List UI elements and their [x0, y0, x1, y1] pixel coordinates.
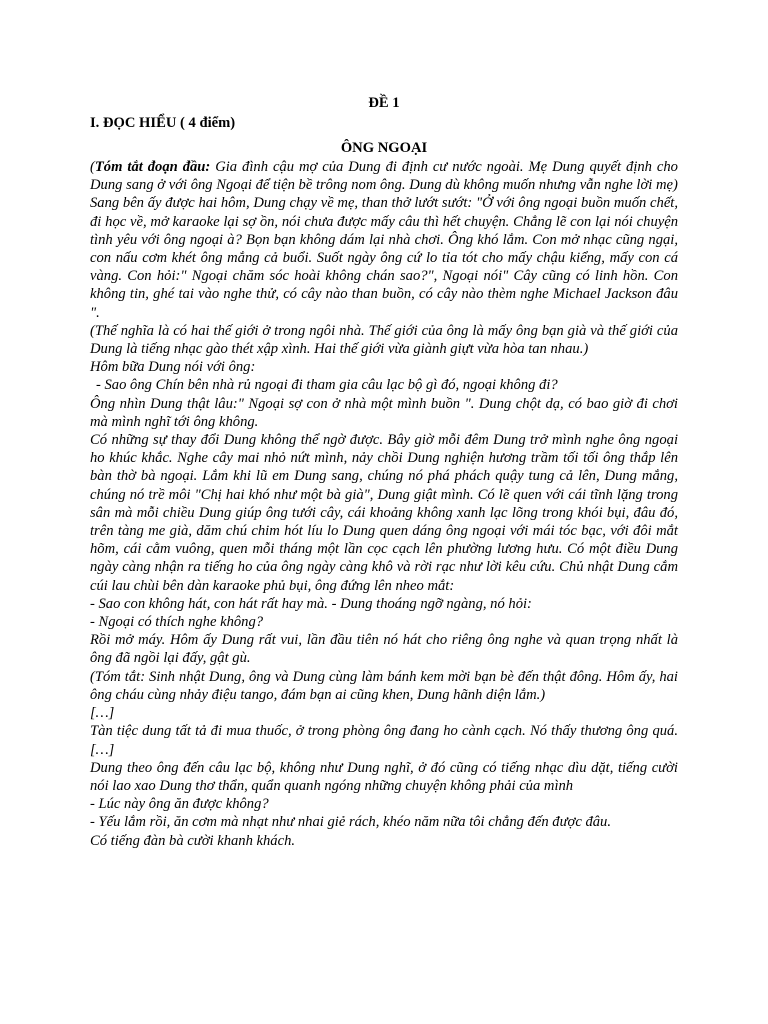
paragraph-10: (Tóm tắt: Sinh nhật Dung, ông và Dung cùng làm bánh kem mời bạn bè đến thật đông. Hôm ấy, hai ông cháu cùng nhảy điệu tango, đám bạn ai cũng khen, Dung hãnh diện lắm.)	[90, 668, 678, 703]
paragraph-16: Có tiếng đàn bà cười khanh khách.	[90, 832, 296, 849]
paragraph-3: Hôm bữa Dung nói với ông:	[90, 359, 256, 376]
document-page	[90, 93, 678, 850]
paragraph-13: Dung theo ông đến câu lạc bộ, không như Dung nghĩ, ở đó cũng có tiếng nhạc dìu dặt, tiếng cười nói lao xao Dung thơ thẩn, quẩn quanh ngóng những chuyện không phải của mình	[90, 759, 678, 794]
story-title: ÔNG NGOẠI	[340, 140, 428, 156]
paragraph-7: - Sao con không hát, con hát rất hay mà. - Dung thoáng ngỡ ngàng, nó hỏi:	[90, 595, 532, 612]
paragraph-2: (Thế nghĩa là có hai thế giới ở trong ngôi nhà. Thế giới của ông là mấy ông bạn già và thế giới của Dung là tiếng nhạc gào thét xập xình. Hai thế giới vừa giành giựt vừa hòa tan nhau.)	[90, 322, 678, 358]
paragraph-12: Tàn tiệc dung tất tả đi mua thuốc, ở trong phòng ông đang ho cành cạch. Nó thấy thương ông quá. […]	[90, 723, 678, 758]
paragraph-4: - Sao ông Chín bên nhà rủ ngoại đi tham gia câu lạc bộ gì đó, ngoại không đi?	[96, 377, 558, 394]
paragraph-9: Rồi mở máy. Hôm ấy Dung rất vui, lần đầu tiên nó hát cho riêng ông nghe và quan trọng nhất là ông đã ngồi lại đấy, gật gù.	[90, 632, 678, 667]
section-title: I. ĐỌC HIỂU ( 4 điểm)	[90, 115, 236, 131]
intro-text: Gia đình cậu mợ của Dung đi định cư nước ngoài. Mẹ Dung quyết định cho Dung sang ở với ông Ngoại để tiện bề trông nom ông. Dung dù không muốn nhưng vẫn nghe lời mẹ)	[90, 159, 678, 194]
intro-label: Tóm tắt đoạn đầu:	[94, 159, 211, 175]
paragraph-15: - Yếu lắm rồi, ăn cơm mà nhạt như nhai giẻ rách, khéo năm nữa tôi chẳng đến được đâu.	[90, 814, 611, 831]
paragraph-6: Có những sự thay đổi Dung không thể ngờ được. Bây giờ mỗi đêm Dung trở mình nghe ông ngoại ho khúc khắc. Nghe cây mai nhỏ nứt mình, nảy chồi Dung nghiện hương trầm tối tối ông thắp lên bàn thờ bà ngoại. Lắm khi lũ em Dung sang, chúng nó phá phách quậy tung cả lên, Dung mắng, chúng nó trề môi "Chị hai khó như một bà già", Dung giật mình. Có lẽ quen với cái tĩnh lặng trong sân mà mỗi chiều Dung giúp ông tưới cây, cái khoảng không xanh lạc lõng trong khói bụi, đâu đó, trên tàng me già, dăm chú chim hót líu lo Dung quen dáng ông ngoại với mái tóc bạc, với đôi mắt hõm, cái cằm vuông, quen mỗi tháng một lần cọc cạch lên phường lương hưu. Có một điều Dung ngày càng nhận ra tiếng ho của ông ngày càng khô và rời rạc như lời kêu cứu. Chủ nhật Dung cắm cúi lau chùi bên dàn karaoke phủ bụi, ông đứng lên nheo mắt:	[90, 432, 678, 594]
paragraph-5: Ông nhìn Dung thật lâu:" Ngoại sợ con ở nhà một mình buồn ". Dung chột dạ, có bao giờ đi chơi mà mình nghĩ tới ông không.	[90, 395, 678, 430]
intro-summary	[90, 158, 678, 194]
paragraph-14: - Lúc này ông ăn được không?	[90, 796, 269, 813]
exam-title: ĐỀ 1	[368, 95, 400, 111]
paragraph-1: Sang bên ấy được hai hôm, Dung chạy về mẹ, than thở lướt sướt: "Ở với ông ngoại buồn muốn chết, đi học về, mở karaoke lại sợ ồn, nói chưa được mấy câu thì hết chuyện. Chẳng lẽ con lại nói chuyện tình yêu với ông ngoại à? Bọn bạn không dám lại nhà chơi. Ông khó lắm. Con mở nhạc cũng ngại, con nấu cơm khét ông mắng cả buổi. Suốt ngày ông cứ lo tỉa tót cho mấy chậu kiểng, mấy con cá vàng. Con hỏi:" Ngoại chăm sóc hoài không chán sao?", Ngoại nói" Cây cũng có linh hồn. Con không tin, ghé tai vào nghe thử, có cây nào than buồn, có cây nào thèm nghe Michael Jackson đâu ".	[90, 195, 678, 321]
intro-open: (	[90, 159, 95, 175]
paragraph-11: […]	[90, 705, 115, 722]
paragraph-8: - Ngoại có thích nghe không?	[90, 614, 264, 631]
